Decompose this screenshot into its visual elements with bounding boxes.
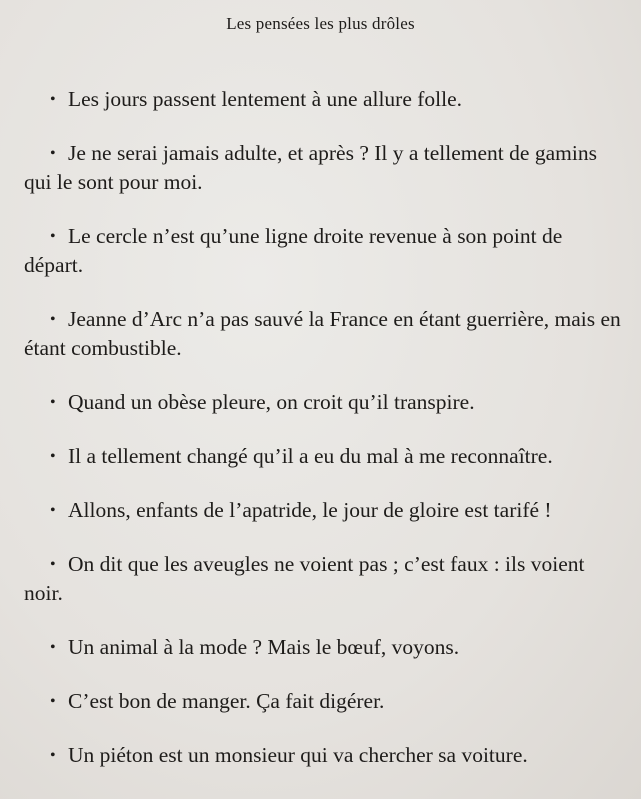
bullet-icon: •: [50, 145, 56, 162]
thought-text: Allons, enfants de l’apatride, le jour de gloire est tarifé !: [68, 498, 552, 522]
bullet-icon: •: [50, 311, 56, 328]
thought-item: [24, 496, 624, 525]
thought-item: [24, 550, 624, 608]
bullet-icon: •: [50, 639, 56, 656]
thoughts-list: [24, 85, 624, 795]
thought-text: C’est bon de manger. Ça fait digérer.: [68, 689, 385, 713]
thought-item: [24, 633, 624, 662]
thought-item: [24, 388, 624, 417]
bullet-icon: •: [50, 394, 56, 411]
thought-item: [24, 305, 624, 363]
thought-item: [24, 687, 624, 716]
bullet-icon: •: [50, 228, 56, 245]
thought-item: [24, 139, 624, 197]
thought-item: [24, 741, 624, 770]
bullet-icon: •: [50, 502, 56, 519]
running-head-title: Les pensées les plus drôles: [226, 14, 415, 33]
thought-text: Un piéton est un monsieur qui va chercher sa voiture.: [68, 743, 528, 767]
thought-text: On dit que les aveugles ne voient pas ; c’est faux : ils voient noir.: [24, 552, 585, 605]
bullet-icon: •: [50, 693, 56, 710]
thought-item: [24, 85, 624, 114]
bullet-icon: •: [50, 556, 56, 573]
thought-text: Quand un obèse pleure, on croit qu’il transpire.: [68, 390, 475, 414]
thought-item: [24, 442, 624, 471]
thought-text: Jeanne d’Arc n’a pas sauvé la France en étant guerrière, mais en étant combustible.: [24, 307, 621, 360]
bullet-icon: •: [50, 747, 56, 764]
thought-text: Les jours passent lentement à une allure folle.: [68, 87, 463, 111]
bullet-icon: •: [50, 91, 56, 108]
bullet-icon: •: [50, 448, 56, 465]
thought-text: Le cercle n’est qu’une ligne droite revenue à son point de départ.: [24, 224, 563, 277]
thought-item: [24, 222, 624, 280]
thought-text: Un animal à la mode ? Mais le bœuf, voyons.: [68, 635, 460, 659]
thought-text: Il a tellement changé qu’il a eu du mal à me reconnaître.: [68, 444, 553, 468]
thought-text: Je ne serai jamais adulte, et après ? Il y a tellement de gamins qui le sont pour moi.: [24, 141, 597, 194]
